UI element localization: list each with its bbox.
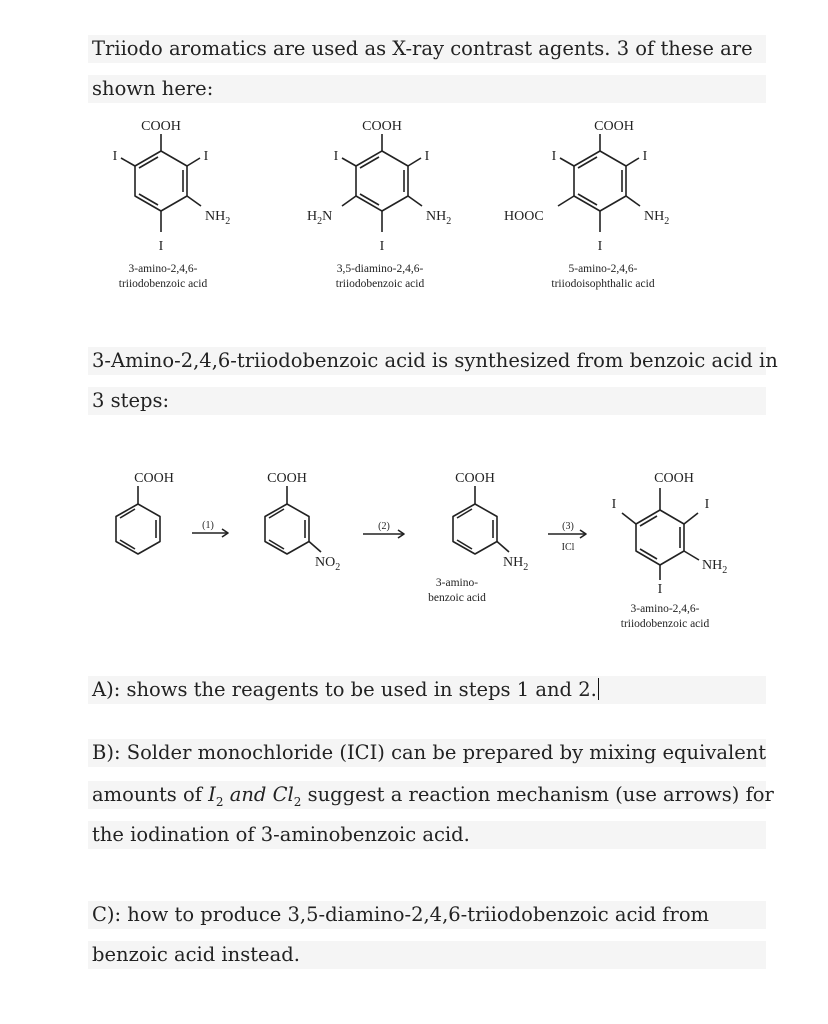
contrast-agents-figure <box>0 110 828 300</box>
benzene-ring-s1 <box>116 504 160 554</box>
iodo-label: I <box>379 239 385 254</box>
question-c-line-2: benzoic acid instead. <box>92 943 300 966</box>
compound-name: triiodoisophthalic acid <box>551 278 655 290</box>
synthesis-line-2: 3 steps: <box>92 389 170 412</box>
question-b-line-3: the iodination of 3-aminobenzoic acid. <box>92 823 470 846</box>
benzene-ring-s3 <box>453 504 497 554</box>
nh2-label: $NH_2$ <box>644 209 670 227</box>
hooc-label: HOOC <box>504 209 544 224</box>
benzene-ring-s4 <box>636 510 684 565</box>
no2-label: $NO_2$ <box>315 555 341 573</box>
text-cursor <box>598 678 600 700</box>
question-b-line-2: amounts of $I_2$ and $Cl_2$ suggest a reaction mechanism (use arrows) for <box>92 783 774 809</box>
benzene-ring-1 <box>135 151 187 211</box>
text-band <box>88 387 766 415</box>
compound-name: 5-amino-2,4,6- <box>568 263 638 275</box>
benzene-ring-s2 <box>265 504 309 554</box>
compound-name: 3-amino-2,4,6- <box>128 263 198 275</box>
iodo-label: I <box>657 582 663 597</box>
iodo-label: I <box>611 497 617 512</box>
cooh-label: COOH <box>141 119 181 134</box>
cooh-label: COOH <box>362 119 402 134</box>
compound-name: benzoic acid <box>428 592 486 604</box>
nh2-label: $NH_2$ <box>205 209 231 227</box>
iodo-label: I <box>333 149 339 164</box>
cooh-label: COOH <box>594 119 634 134</box>
reagent-label: ICl <box>561 542 575 553</box>
compound-name: 3-amino- <box>435 577 479 589</box>
question-c-line-1: C): how to produce 3,5-diamino-2,4,6-triiodobenzoic acid from <box>92 903 710 926</box>
compound-name: triiodobenzoic acid <box>118 278 208 290</box>
compound-name: 3-amino-2,4,6- <box>630 603 700 615</box>
step-label: (2) <box>378 521 390 532</box>
iodo-label: I <box>203 149 209 164</box>
cooh-label: COOH <box>455 471 495 486</box>
iodo-label: I <box>704 497 710 512</box>
step-label: (3) <box>562 521 574 532</box>
synthesis-scheme <box>0 455 828 635</box>
cooh-label: COOH <box>267 471 307 486</box>
synthesis-line-1: 3-Amino-2,4,6-triiodobenzoic acid is synthesized from benzoic acid in <box>92 349 778 372</box>
cooh-label: COOH <box>654 471 694 486</box>
question-b-line-1: B): Solder monochloride (ICI) can be prepared by mixing equivalent <box>92 741 767 764</box>
cooh-label: COOH <box>134 471 174 486</box>
question-a-text: A): shows the reagents to be used in steps 1 and 2. <box>92 678 597 701</box>
compound-name: triiodobenzoic acid <box>335 278 425 290</box>
iodo-label: I <box>642 149 648 164</box>
intro-line-2: shown here: <box>92 77 214 100</box>
iodo-label: I <box>158 239 164 254</box>
question-a <box>92 678 599 702</box>
iodo-label: I <box>597 239 603 254</box>
intro-line-1: Triiodo aromatics are used as X-ray contrast agents. 3 of these are <box>92 37 753 60</box>
nh2-label: $NH_2$ <box>426 209 452 227</box>
h2n-label: $H_2N$ <box>307 209 333 227</box>
iodo-label: I <box>551 149 557 164</box>
iodo-label: I <box>112 149 118 164</box>
nh2-label: $NH_2$ <box>702 558 728 576</box>
compound-name: 3,5-diamino-2,4,6- <box>336 263 424 275</box>
benzene-ring-2 <box>356 151 408 211</box>
nh2-label: $NH_2$ <box>503 555 529 573</box>
compound-name: triiodobenzoic acid <box>620 618 710 630</box>
step-label: (1) <box>202 520 214 531</box>
iodo-label: I <box>424 149 430 164</box>
benzene-ring-3 <box>574 151 626 211</box>
